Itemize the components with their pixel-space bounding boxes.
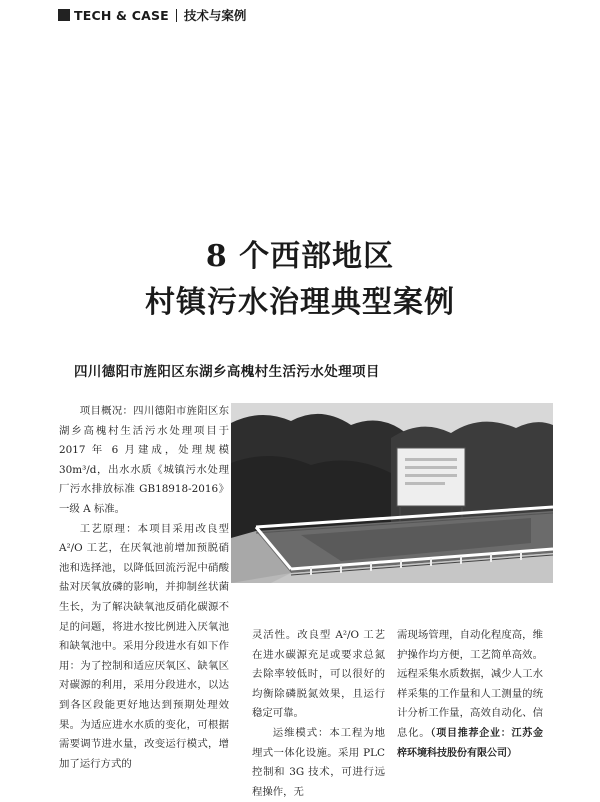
- section-label-en: TECH & CASE: [74, 7, 169, 23]
- project-overview: 项目概况：四川德阳市旌阳区东湖乡高槐村生活污水处理项目于 2017 年 6 月建成，处理规模 30m³/d，出水水质《城镇污水处理厂污水排放标准 GB18918-2016》一级 A 标准。: [59, 405, 229, 515]
- case-heading: 四川德阳市旌阳区东湖乡高槐村生活污水处理项目: [74, 364, 380, 380]
- process-continued: 灵活性。改良型 A²/O 工艺在进水碳源充足或要求总氮去除率较低时，可以很好的均衡除磷脱氮效果，且运行稳定可靠。: [252, 629, 385, 720]
- section-label-cn: 技术与案例: [183, 8, 247, 23]
- process-principle: 工艺原理：本项目采用改良型 A²/O 工艺，在厌氧池前增加预脱硝池和选择池，以降低回流污泥中硝酸盐对厌氧放磷的影响，并抑制丝状菌生长，为了解决缺氧池反硝化碳源不足的问题，将进水按比例进入厌氧池和缺氧池中。采用分段进水有如下作用：为了控制和适应厌氧区、缺氧区对碳源的利用，采用分段进水，以达到各区段能更好地达到预期处理效果。为适应进水水质的变化，可根据需要调节进水量，改变运行模式，增加了运行方式的: [59, 522, 229, 770]
- recommended-company: （项目推荐企业：江苏金梓环境科技股份有限公司）: [397, 727, 544, 759]
- article-title-line2: 村镇污水治理典型案例: [145, 285, 455, 320]
- text-column-1: [59, 402, 229, 770]
- operation-continued-text: 需现场管理，自动化程度高，维护操作均方便，工艺简单高效。远程采集水质数据，减少人工水样采集的工作量和人工测量的统计分析工作量，高效自动化、信息化。: [397, 629, 543, 739]
- section-divider: [176, 9, 177, 22]
- operation-continued: [397, 626, 543, 763]
- text-column-3: [397, 626, 544, 759]
- operation-mode: 运维模式：本工程为地埋式一体化设施。采用 PLC 控制和 3G 技术，可进行远程操作，无: [252, 726, 385, 798]
- section-header: [58, 6, 246, 24]
- text-column-2: [252, 626, 385, 798]
- facility-photo: [231, 403, 553, 583]
- article-title-line1: 8 个西部地区: [205, 239, 395, 274]
- section-marker-icon: [58, 9, 70, 21]
- facility-photo-graphic: [231, 403, 553, 583]
